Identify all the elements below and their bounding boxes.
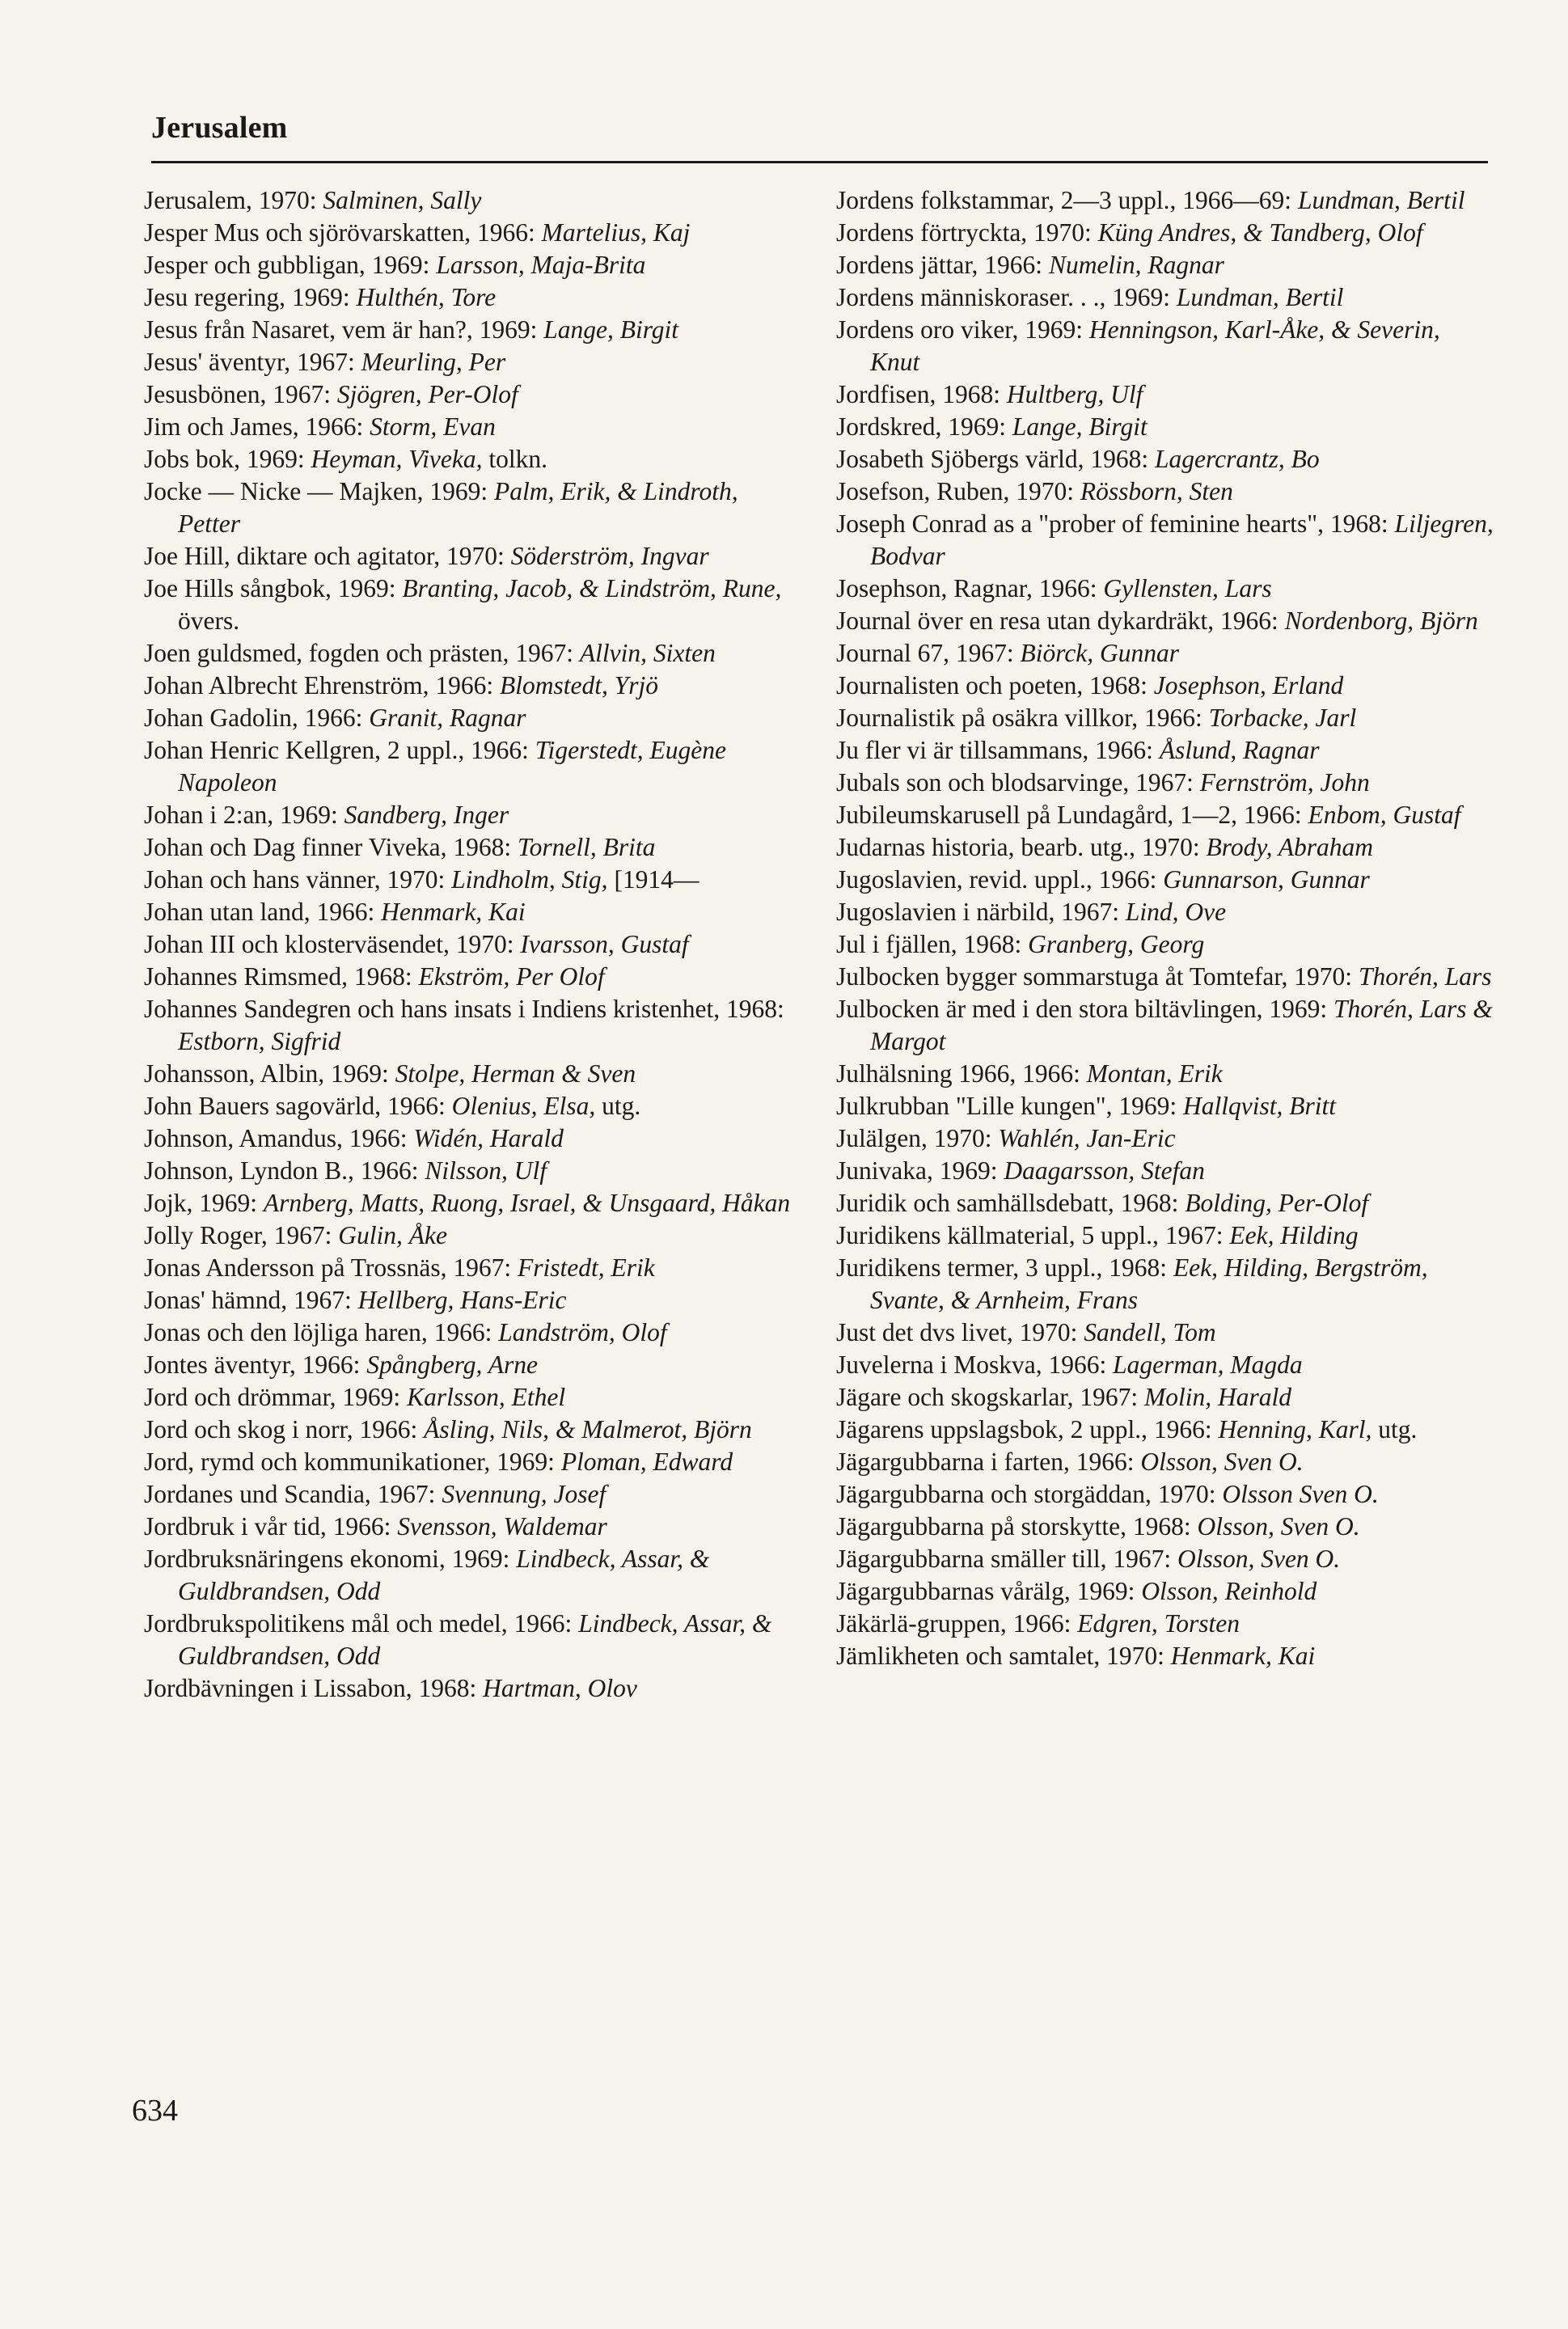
entry-author: Henmark, Kai <box>1170 1642 1316 1670</box>
index-entry <box>144 1090 791 1122</box>
index-entry <box>836 637 1495 670</box>
entry-author: Lundman, Bertil <box>1297 186 1465 214</box>
entry-title: Jerusalem, 1970: <box>144 186 317 214</box>
entry-author: Heyman, Viveka, <box>311 445 483 473</box>
entry-author: Lind, Ove <box>1125 898 1227 926</box>
entry-title: Jägargubbarnas vårälg, 1969: <box>836 1577 1135 1605</box>
entry-title: Jäkärlä-gruppen, 1966: <box>836 1609 1071 1638</box>
entry-author: Sjögren, Per-Olof <box>336 380 518 408</box>
entry-title: Julbocken bygger sommarstuga åt Tomtefar, 1970: <box>836 962 1353 991</box>
index-entry <box>836 670 1495 702</box>
entry-title: Jordfisen, 1968: <box>836 380 1000 408</box>
entry-author: Wahlén, Jan-Eric <box>998 1124 1176 1152</box>
entry-title: Jesu regering, 1969: <box>144 283 350 311</box>
entry-title: Jordens jättar, 1966: <box>836 251 1043 279</box>
index-entry <box>144 1608 791 1672</box>
entry-author: Lindbeck, Assar, & Guldbrandsen, Odd <box>178 1609 772 1670</box>
index-entry <box>836 476 1495 508</box>
index-entry <box>144 896 791 928</box>
index-entry <box>144 314 791 346</box>
index-entry <box>836 378 1495 411</box>
entry-author: Landström, Olof <box>498 1318 667 1346</box>
entry-title: Josephson, Ragnar, 1966: <box>836 574 1097 602</box>
entry-author: Widén, Harald <box>413 1124 564 1152</box>
entry-title: Juridik och samhällsdebatt, 1968: <box>836 1189 1179 1217</box>
index-entry <box>144 1187 791 1219</box>
index-entry <box>836 1349 1495 1381</box>
index-entry <box>144 1478 791 1511</box>
index-entry <box>836 1187 1495 1219</box>
index-entry <box>836 605 1495 637</box>
entry-title: Joe Hills sångbok, 1969: <box>144 574 396 602</box>
index-entry <box>836 573 1495 605</box>
index-entry <box>144 1414 791 1446</box>
entry-author: Eek, Hilding <box>1229 1221 1359 1249</box>
entry-author: Svennung, Josef <box>442 1480 606 1508</box>
entry-suffix: utg. <box>602 1092 641 1120</box>
entry-title: Jordens oro viker, 1969: <box>836 315 1083 344</box>
index-entry <box>836 443 1495 476</box>
index-entry <box>836 767 1495 799</box>
index-entry <box>836 928 1495 961</box>
index-entry <box>836 1252 1495 1317</box>
entry-title: Jesusbönen, 1967: <box>144 380 331 408</box>
entry-author: Arnberg, Matts, Ruong, Israel, & Unsgaard, Håkan <box>263 1189 791 1217</box>
entry-title: Josabeth Sjöbergs värld, 1968: <box>836 445 1149 473</box>
entry-title: Jesus' äventyr, 1967: <box>144 348 355 376</box>
entry-author: Ploman, Edward <box>560 1448 733 1476</box>
entry-author: Hultberg, Ulf <box>1006 380 1143 408</box>
index-entry <box>836 896 1495 928</box>
entry-author: Henmark, Kai <box>381 898 526 926</box>
index-entry <box>144 1155 791 1187</box>
index-entry <box>144 378 791 411</box>
entry-title: Johan i 2:an, 1969: <box>144 801 338 829</box>
entry-title: Judarnas historia, bearb. utg., 1970: <box>836 833 1200 861</box>
entry-author: Biörck, Gunnar <box>1020 639 1180 667</box>
entry-title: Jordanes und Scandia, 1967: <box>144 1480 436 1508</box>
entry-author: Karlsson, Ethel <box>407 1383 566 1411</box>
entry-author: Thorén, Lars & Margot <box>870 995 1493 1055</box>
entry-author: Olsson, Sven O. <box>1197 1512 1360 1541</box>
page-number: 634 <box>132 2094 178 2128</box>
entry-author: Martelius, Kaj <box>541 218 691 247</box>
index-entry <box>836 961 1495 993</box>
entry-author: Granit, Ragnar <box>369 704 526 732</box>
entry-title: Johan och Dag finner Viveka, 1968: <box>144 833 512 861</box>
entry-title: Jord och skog i norr, 1966: <box>144 1415 418 1443</box>
entry-title: Journal 67, 1967: <box>836 639 1014 667</box>
entry-author: Meurling, Per <box>361 348 506 376</box>
entry-title: Jesus från Nasaret, vem är han?, 1969: <box>144 315 538 344</box>
entry-title: Jocke — Nicke — Majken, 1969: <box>144 477 488 505</box>
entry-title: Jubileumskarusell på Lundagård, 1—2, 1966: <box>836 801 1302 829</box>
index-entry <box>836 1090 1495 1122</box>
index-entry <box>144 637 791 670</box>
entry-title: Jordens förtryckta, 1970: <box>836 218 1092 247</box>
index-entry <box>144 1446 791 1478</box>
index-entry <box>836 1575 1495 1608</box>
index-entry <box>144 1284 791 1317</box>
index-entry <box>836 1219 1495 1252</box>
entry-title: Johnson, Lyndon B., 1966: <box>144 1156 419 1185</box>
entry-title: Jordskred, 1969: <box>836 412 1006 441</box>
index-entry <box>836 993 1495 1058</box>
entry-title: Julbocken är med i den stora biltävlingen, 1969: <box>836 995 1328 1023</box>
entry-title: Juvelerna i Moskva, 1966: <box>836 1350 1107 1379</box>
index-entry <box>144 443 791 476</box>
entry-title: Johannes Sandegren och hans insats i Indiens kristenhet, 1968: <box>144 995 784 1023</box>
entry-author: Thorén, Lars <box>1358 962 1492 991</box>
index-entry <box>836 1381 1495 1414</box>
entry-suffix: tolkn. <box>488 445 547 473</box>
index-entry <box>836 1446 1495 1478</box>
entry-author: Hallqvist, Britt <box>1183 1092 1337 1120</box>
entry-title: Jonas och den löjliga haren, 1966: <box>144 1318 492 1346</box>
entry-title: Johan och hans vänner, 1970: <box>144 865 446 894</box>
index-entry <box>144 573 791 637</box>
index-entry <box>836 1155 1495 1187</box>
index-entry <box>836 1543 1495 1575</box>
entry-title: Julkrubban "Lille kungen", 1969: <box>836 1092 1177 1120</box>
index-entry <box>144 1381 791 1414</box>
entry-author: Estborn, Sigfrid <box>178 1027 341 1055</box>
entry-suffix: övers. <box>178 607 240 635</box>
entry-author: Tigerstedt, Eugène Napoleon <box>178 736 727 797</box>
entry-author: Olenius, Elsa, <box>451 1092 596 1120</box>
index-entry <box>836 249 1495 281</box>
entry-title: Jordens människoraser. . ., 1969: <box>836 283 1170 311</box>
index-entry <box>144 1058 791 1090</box>
entry-author: Fristedt, Erik <box>518 1253 655 1282</box>
entry-title: Ju fler vi är tillsammans, 1966: <box>836 736 1153 764</box>
index-entry <box>836 508 1495 573</box>
index-entry <box>144 928 791 961</box>
entry-author: Lagercrantz, Bo <box>1155 445 1320 473</box>
entry-author: Olsson, Sven O. <box>1140 1448 1304 1476</box>
entry-title: Jul i fjällen, 1968: <box>836 930 1022 958</box>
entry-author: Lindholm, Stig, <box>451 865 608 894</box>
running-head: Jerusalem <box>151 111 288 145</box>
entry-author: Henningson, Karl-Åke, & Severin, Knut <box>870 315 1440 376</box>
entry-title: Jordbävningen i Lissabon, 1968: <box>144 1674 477 1702</box>
index-entry <box>144 1317 791 1349</box>
entry-author: Gyllensten, Lars <box>1103 574 1272 602</box>
header-rule <box>151 161 1488 163</box>
entry-author: Hartman, Olov <box>483 1674 637 1702</box>
entry-author: Gulin, Åke <box>338 1221 447 1249</box>
entry-author: Blomstedt, Yrjö <box>500 671 659 700</box>
entry-title: Jontes äventyr, 1966: <box>144 1350 361 1379</box>
entry-title: Johan Henric Kellgren, 2 uppl., 1966: <box>144 736 529 764</box>
index-entry <box>836 1608 1495 1640</box>
entry-title: Jord och drömmar, 1969: <box>144 1383 401 1411</box>
entry-author: Torbacke, Jarl <box>1208 704 1357 732</box>
entry-title: Jordens folkstammar, 2—3 uppl., 1966—69: <box>836 186 1292 214</box>
entry-author: Molin, Harald <box>1144 1383 1292 1411</box>
entry-author: Lindbeck, Assar, & Guldbrandsen, Odd <box>178 1545 710 1605</box>
index-entry <box>144 670 791 702</box>
entry-author: Salminen, Sally <box>323 186 482 214</box>
entry-author: Tornell, Brita <box>518 833 656 861</box>
entry-title: Jugoslavien i närbild, 1967: <box>836 898 1119 926</box>
entry-title: Johansson, Albin, 1969: <box>144 1059 389 1088</box>
entry-author: Fernström, John <box>1199 768 1370 797</box>
index-entry <box>144 411 791 443</box>
entry-title: Joseph Conrad as a "prober of feminine hearts", 1968: <box>836 509 1388 538</box>
index-entry <box>144 799 791 831</box>
entry-title: Jägargubbarna i farten, 1966: <box>836 1448 1135 1476</box>
entry-author: Stolpe, Herman & Sven <box>395 1059 636 1088</box>
entry-title: Johan Albrecht Ehrenström, 1966: <box>144 671 494 700</box>
index-entry <box>144 831 791 864</box>
index-entry <box>144 476 791 540</box>
entry-author: Hulthén, Tore <box>356 283 497 311</box>
index-entry <box>836 831 1495 864</box>
entry-author: Edgren, Torsten <box>1077 1609 1240 1638</box>
entry-author: Küng Andres, & Tandberg, Olof <box>1097 218 1423 247</box>
entry-title: Joe Hill, diktare och agitator, 1970: <box>144 542 505 570</box>
entry-title: Journalistik på osäkra villkor, 1966: <box>836 704 1202 732</box>
entry-author: Spångberg, Arne <box>366 1350 538 1379</box>
index-column-right <box>836 184 1495 1672</box>
entry-title: Johnson, Amandus, 1966: <box>144 1124 408 1152</box>
entry-title: Jugoslavien, revid. uppl., 1966: <box>836 865 1157 894</box>
entry-author: Gunnarson, Gunnar <box>1163 865 1370 894</box>
entry-author: Henning, Karl, <box>1218 1415 1372 1443</box>
entry-title: Julälgen, 1970: <box>836 1124 992 1152</box>
entry-author: Eek, Hilding, Bergström, Svante, & Arnheim, Frans <box>870 1253 1428 1314</box>
entry-title: Jordbruksnäringens ekonomi, 1969: <box>144 1545 510 1573</box>
entry-title: Journalisten och poeten, 1968: <box>836 671 1147 700</box>
index-entry <box>836 184 1495 217</box>
entry-author: Åslund, Ragnar <box>1159 736 1320 764</box>
entry-author: Söderström, Ingvar <box>510 542 709 570</box>
entry-author: Brody, Abraham <box>1206 833 1374 861</box>
entry-title: Jesper Mus och sjörövarskatten, 1966: <box>144 218 535 247</box>
entry-title: Junivaka, 1969: <box>836 1156 998 1185</box>
entry-author: Liljegren, Bodvar <box>870 509 1494 570</box>
index-entry <box>144 1543 791 1608</box>
index-entry <box>144 993 791 1058</box>
index-entry <box>836 217 1495 249</box>
entry-title: Juridikens källmaterial, 5 uppl., 1967: <box>836 1221 1224 1249</box>
index-entry <box>144 1219 791 1252</box>
entry-title: Jägare och skogskarlar, 1967: <box>836 1383 1139 1411</box>
index-entry <box>836 1511 1495 1543</box>
index-entry <box>836 799 1495 831</box>
entry-author: Allvin, Sixten <box>579 639 716 667</box>
entry-author: Josephson, Erland <box>1153 671 1344 700</box>
entry-title: Jolly Roger, 1967: <box>144 1221 332 1249</box>
entry-author: Granberg, Georg <box>1028 930 1205 958</box>
entry-author: Olsson, Reinhold <box>1141 1577 1317 1605</box>
index-entry <box>836 281 1495 314</box>
entry-author: Nordenborg, Björn <box>1284 607 1478 635</box>
entry-author: Numelin, Ragnar <box>1048 251 1224 279</box>
entry-suffix: utg. <box>1378 1415 1418 1443</box>
index-entry <box>836 1317 1495 1349</box>
index-entry <box>144 702 791 734</box>
entry-title: Jägargubbarna på storskytte, 1968: <box>836 1512 1191 1541</box>
index-entry <box>144 184 791 217</box>
entry-author: Lagerman, Magda <box>1113 1350 1303 1379</box>
entry-title: Jonas' hämnd, 1967: <box>144 1286 352 1314</box>
entry-title: John Bauers sagovärld, 1966: <box>144 1092 446 1120</box>
entry-title: Jämlikheten och samtalet, 1970: <box>836 1642 1164 1670</box>
entry-title: Jesper och gubbligan, 1969: <box>144 251 430 279</box>
entry-title: Johannes Rimsmed, 1968: <box>144 962 412 991</box>
entry-title: Jojk, 1969: <box>144 1189 258 1217</box>
entry-title: Jim och James, 1966: <box>144 412 364 441</box>
entry-title: Johan utan land, 1966: <box>144 898 375 926</box>
entry-title: Jonas Andersson på Trossnäs, 1967: <box>144 1253 512 1282</box>
index-entry <box>836 1122 1495 1155</box>
entry-author: Bolding, Per-Olof <box>1185 1189 1369 1217</box>
index-entry <box>144 540 791 573</box>
entry-title: Juridikens termer, 3 uppl., 1968: <box>836 1253 1168 1282</box>
entry-title: Journal över en resa utan dykardräkt, 1966: <box>836 607 1278 635</box>
index-entry <box>144 734 791 799</box>
entry-author: Lange, Birgit <box>1012 412 1147 441</box>
entry-title: Jord, rymd och kommunikationer, 1969: <box>144 1448 555 1476</box>
entry-title: Jägargubbarna smäller till, 1967: <box>836 1545 1172 1573</box>
entry-title: Jubals son och blodsarvinge, 1967: <box>836 768 1194 797</box>
entry-title: Jobs bok, 1969: <box>144 445 305 473</box>
entry-title: Julhälsning 1966, 1966: <box>836 1059 1080 1088</box>
index-entry <box>836 1640 1495 1672</box>
entry-author: Nilsson, Ulf <box>425 1156 547 1185</box>
index-entry <box>144 346 791 378</box>
entry-title: Joen guldsmed, fogden och prästen, 1967: <box>144 639 574 667</box>
index-entry <box>144 217 791 249</box>
entry-title: Jägargubbarna och storgäddan, 1970: <box>836 1480 1216 1508</box>
index-entry <box>836 864 1495 896</box>
index-entry <box>144 249 791 281</box>
entry-author: Sandberg, Inger <box>344 801 509 829</box>
entry-author: Branting, Jacob, & Lindström, Rune, <box>402 574 782 602</box>
index-entry <box>144 1122 791 1155</box>
entry-title: Jägarens uppslagsbok, 2 uppl., 1966: <box>836 1415 1212 1443</box>
entry-author: Åsling, Nils, & Malmerot, Björn <box>424 1415 752 1443</box>
entry-title: Jordbruk i vår tid, 1966: <box>144 1512 391 1541</box>
entry-author: Ivarsson, Gustaf <box>520 930 689 958</box>
entry-title: Johan III och klosterväsendet, 1970: <box>144 930 514 958</box>
entry-suffix: [1914— <box>614 865 699 894</box>
entry-author: Svensson, Waldemar <box>397 1512 607 1541</box>
index-entry <box>144 1511 791 1543</box>
entry-author: Olsson Sven O. <box>1222 1480 1379 1508</box>
entry-author: Enbom, Gustaf <box>1308 801 1461 829</box>
index-entry <box>144 1252 791 1284</box>
index-entry <box>836 1414 1495 1446</box>
entry-title: Johan Gadolin, 1966: <box>144 704 363 732</box>
index-entry <box>836 734 1495 767</box>
index-entry <box>144 1349 791 1381</box>
entry-author: Sandell, Tom <box>1084 1318 1216 1346</box>
index-entry <box>144 961 791 993</box>
entry-author: Rössborn, Sten <box>1080 477 1233 505</box>
entry-author: Ekström, Per Olof <box>418 962 605 991</box>
index-entry <box>836 702 1495 734</box>
index-column-left <box>144 184 791 1705</box>
index-entry <box>836 411 1495 443</box>
entry-author: Lundman, Bertil <box>1176 283 1344 311</box>
entry-author: Palm, Erik, & Lindroth, Petter <box>178 477 738 538</box>
entry-title: Jordbrukspolitikens mål och medel, 1966: <box>144 1609 573 1638</box>
entry-author: Larsson, Maja-Brita <box>436 251 646 279</box>
entry-title: Josefson, Ruben, 1970: <box>836 477 1074 505</box>
index-entry <box>144 1672 791 1705</box>
entry-author: Lange, Birgit <box>543 315 679 344</box>
entry-author: Hellberg, Hans-Eric <box>357 1286 567 1314</box>
entry-author: Olsson, Sven O. <box>1177 1545 1341 1573</box>
index-entry <box>836 314 1495 378</box>
index-entry <box>836 1478 1495 1511</box>
entry-author: Daagarsson, Stefan <box>1004 1156 1205 1185</box>
entry-title: Just det dvs livet, 1970: <box>836 1318 1078 1346</box>
index-entry <box>144 864 791 896</box>
entry-author: Montan, Erik <box>1086 1059 1223 1088</box>
entry-author: Storm, Evan <box>370 412 496 441</box>
index-entry <box>144 281 791 314</box>
index-entry <box>836 1058 1495 1090</box>
